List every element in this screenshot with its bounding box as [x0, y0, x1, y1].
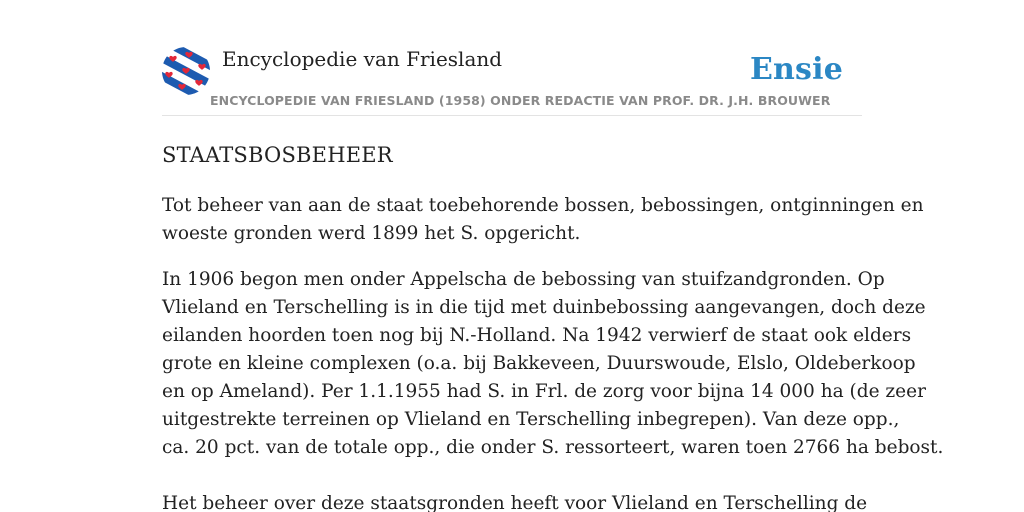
encyclopedia-subtitle: ENCYCLOPEDIE VAN FRIESLAND (1958) ONDER REDACTIE VAN PROF. DR. J.H. BROUWER — [210, 93, 831, 108]
header-divider — [162, 115, 862, 116]
text-line: Het beheer over deze staatsgronden heeft voor Vlieland en Terschelling de — [162, 493, 868, 512]
article-paragraph — [162, 490, 866, 512]
text-line: en op Ameland). Per 1.1.1955 had S. in Frl. de zorg voor bijna 14 000 ha (de zeer — [162, 381, 926, 402]
article-paragraph — [162, 192, 924, 248]
site-header — [162, 44, 862, 116]
text-line: grote en kleine complexen (o.a. bij Bakkeveen, Duurswoude, Elslo, Oldeberkoop — [162, 353, 916, 374]
article-title: STAATSBOSBEHEER — [162, 143, 393, 167]
text-line: Tot beheer van aan de staat toebehorende bossen, bebossingen, ontginningen en — [162, 195, 924, 216]
article-paragraph — [162, 266, 944, 462]
article — [162, 138, 944, 512]
text-line: woeste gronden werd 1899 het S. opgericht. — [162, 223, 581, 244]
text-line: Vlieland en Terschelling is in die tijd met duinbebossing aangevangen, doch deze — [162, 297, 926, 318]
brand-logo[interactable]: Ensie — [749, 52, 843, 87]
frisian-flag-icon[interactable] — [162, 47, 210, 95]
text-line: In 1906 begon men onder Appelscha de bebossing van stuifzandgronden. Op — [162, 269, 885, 290]
text-line: eilanden hoorden toen nog bij N.-Holland. Na 1942 verwierf de staat ook elders — [162, 325, 912, 346]
text-line: ca. 20 pct. van de totale opp., die onder S. ressorteert, waren toen 2766 ha bebost. — [162, 437, 944, 458]
site-title[interactable]: Encyclopedie van Friesland — [222, 47, 503, 71]
text-line: uitgestrekte terreinen op Vlieland en Terschelling inbegrepen). Van deze opp., — [162, 409, 900, 430]
